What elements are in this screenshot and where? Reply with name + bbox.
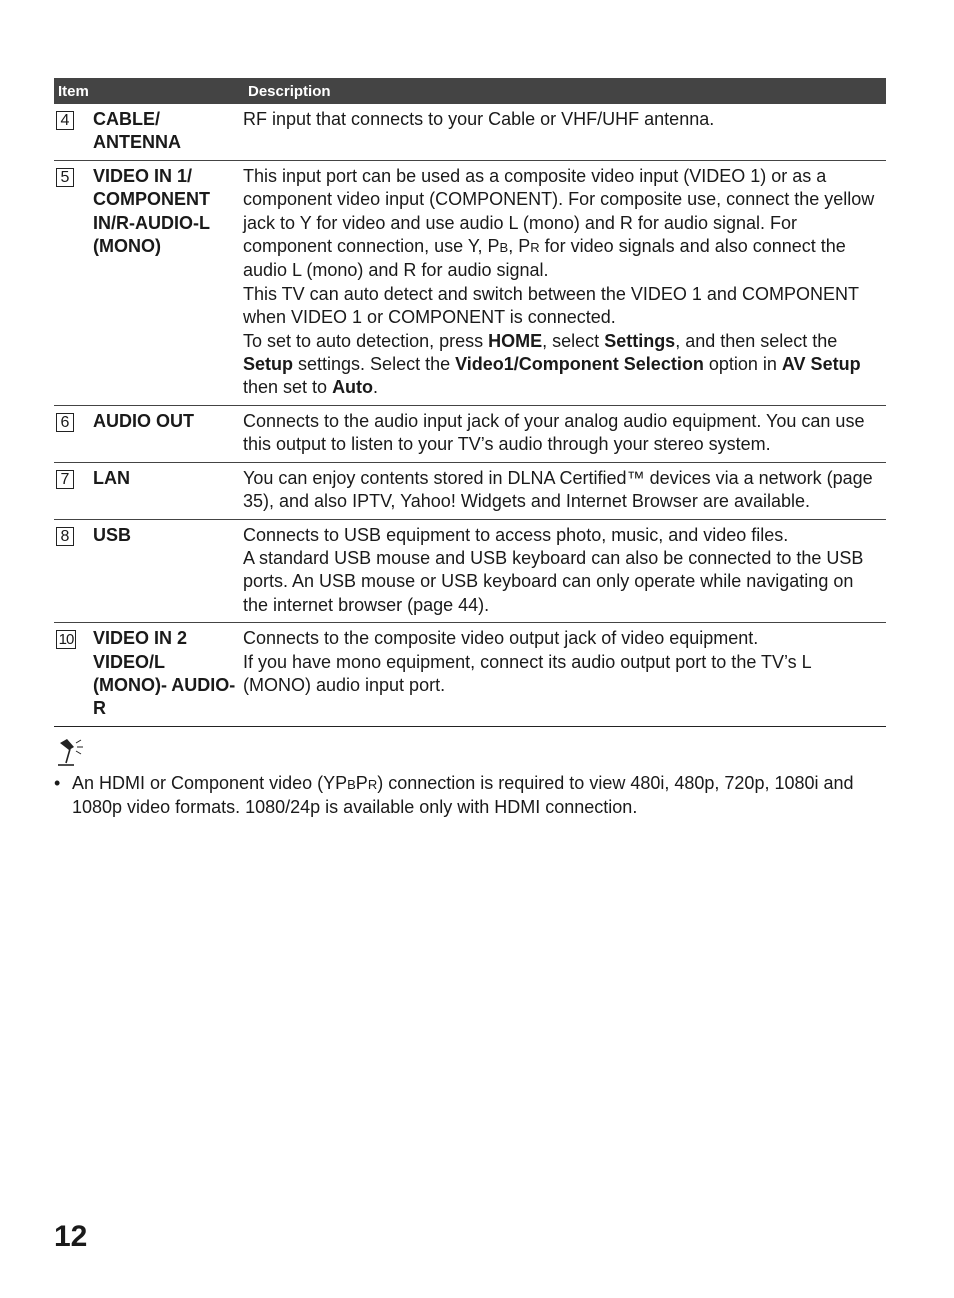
item-name: VIDEO IN 2 VIDEO/L (MONO)- AUDIO-R: [85, 623, 243, 727]
item-description: [243, 519, 886, 623]
item-number-badge: 5: [56, 168, 74, 187]
table-header: [54, 78, 886, 104]
description-paragraph: To set to auto detection, press HOME, select Settings, and then select the Setup settings. Select the Video1/Component Selection option in AV Setup then set to Auto.: [243, 330, 861, 398]
description-paragraph: Connects to USB equipment to access photo, music, and video files.: [243, 524, 789, 545]
table-row: [54, 462, 886, 519]
item-name: VIDEO IN 1/ COMPONENT IN/R-AUDIO-L (MONO): [85, 160, 243, 405]
bullet-mark: •: [54, 773, 61, 793]
connections-table: [54, 78, 886, 727]
item-description: RF input that connects to your Cable or VHF/UHF antenna.: [243, 104, 886, 160]
item-description: Connects to the audio input jack of your analog audio equipment. You can use this output to listen to your TV’s audio through your stereo system.: [243, 405, 886, 462]
description-paragraph: This TV can auto detect and switch between the VIDEO 1 and COMPONENT when VIDEO 1 or COMPONENT is connected.: [243, 283, 859, 328]
lamp-hint-icon: [54, 737, 90, 771]
item-name: AUDIO OUT: [85, 405, 243, 462]
item-name: LAN: [85, 462, 243, 519]
description-paragraph: Connects to the composite video output jack of video equipment.: [243, 628, 759, 649]
table-row: [54, 519, 886, 623]
item-number-badge: 8: [56, 527, 74, 546]
header-description: Description: [243, 78, 886, 104]
description-paragraph: A standard USB mouse and USB keyboard can also be connected to the USB ports. An USB mouse or USB keyboard can only operate while navigating on the internet browser (page 44).: [243, 547, 864, 615]
item-number-badge: 10: [56, 630, 76, 649]
item-number-badge: 7: [56, 470, 74, 489]
page-number: 12: [54, 1220, 88, 1253]
table-row: [54, 160, 886, 405]
description-paragraph: This input port can be used as a composite video input (VIDEO 1) or as a component video input (COMPONENT). For composite use, connect the yellow jack to Y for video and use audio L (mono) and R for audio signal. For component connection, use Y, PB, PR for video signals and also connect the audio L (mono) and R for audio signal.: [243, 165, 875, 281]
header-item: Item: [54, 78, 243, 104]
item-number-badge: 6: [56, 413, 74, 432]
item-description: [243, 160, 886, 405]
item-description: [243, 623, 886, 727]
table-row: [54, 104, 886, 160]
item-name: CABLE/ ANTENNA: [85, 104, 243, 160]
description-paragraph: If you have mono equipment, connect its audio output port to the TV’s L (MONO) audio input port.: [243, 651, 812, 695]
note-text: An HDMI or Component video (YPBPR) connection is required to view 480i, 480p, 720p, 1080i and 1080p video formats. 1080/24p is available only with HDMI connection.: [72, 773, 854, 817]
item-description: You can enjoy contents stored in DLNA Certified™ devices via a network (page 35), and also IPTV, Yahoo! Widgets and Internet Browser are available.: [243, 462, 886, 519]
item-name: USB: [85, 519, 243, 623]
item-number-badge: 4: [56, 111, 74, 130]
table-row: [54, 623, 886, 727]
connections-table-section: [54, 78, 886, 727]
note-bullet: [54, 772, 886, 819]
table-row: [54, 405, 886, 462]
